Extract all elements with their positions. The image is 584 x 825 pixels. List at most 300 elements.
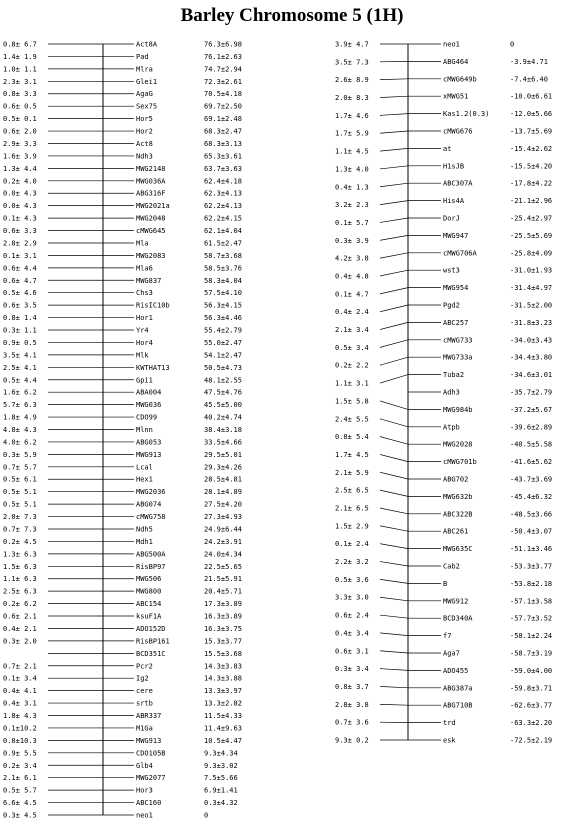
marker-name: Mla6 (136, 264, 153, 273)
marker-position: -31.5±2.00 (510, 301, 553, 310)
interval-connector (380, 669, 408, 671)
marker-name: ABG316F (136, 189, 166, 198)
marker-name: RisBP97 (136, 562, 166, 571)
interval-label: 1.5± 6.3 (3, 562, 37, 571)
marker-position: 9.3±4.34 (204, 749, 238, 758)
marker-name: Act8A (136, 40, 158, 49)
marker-position: 16.3±3.75 (204, 624, 242, 633)
marker-position: 58.3±4.04 (204, 276, 242, 285)
interval-label: 0.6± 3.5 (3, 301, 37, 310)
interval-label: 0.4± 2.1 (3, 624, 37, 633)
marker-position: 69.7±2.50 (204, 102, 242, 111)
marker-position: -15.4±2.62 (510, 144, 553, 153)
interval-label: 2.0± 8.3 (335, 94, 369, 103)
marker-position: 57.5±4.10 (204, 289, 242, 298)
marker-name: ABC160 (136, 799, 162, 808)
marker-position: 63.7±3.63 (204, 164, 242, 173)
marker-position: -34.6±3.01 (510, 371, 553, 380)
interval-connector (380, 419, 408, 427)
interval-connector (380, 114, 408, 116)
interval-label: 0.3± 3.9 (335, 236, 369, 245)
marker-name: AgaG (136, 90, 153, 99)
marker-position: 48.1±2.55 (204, 376, 242, 385)
interval-label: 0.8± 5.4 (335, 433, 369, 442)
marker-name: MWG800 (136, 587, 162, 596)
marker-position: 15.5±3.68 (204, 649, 242, 658)
marker-name: MWG2083 (136, 251, 166, 260)
interval-label: 0.5± 4.4 (3, 376, 37, 385)
interval-connector (380, 472, 408, 479)
interval-connector (380, 633, 408, 636)
marker-name: neo1 (136, 811, 153, 820)
interval-label: 0.1± 5.7 (335, 218, 369, 227)
interval-label: 0.4± 4.8 (335, 272, 369, 281)
interval-label: 0.6± 3.1 (335, 647, 369, 656)
interval-connector (380, 235, 408, 240)
marker-position: 9.3±3.02 (204, 761, 238, 770)
marker-name: MWG733a (443, 353, 473, 362)
marker-name: KWTHAT13 (136, 363, 170, 372)
interval-connector (380, 615, 408, 618)
marker-name: esk (443, 736, 456, 745)
marker-position: -41.6±5.62 (510, 458, 553, 467)
interval-label: 1.5± 2.9 (335, 522, 369, 531)
interval-label: 2.1± 6.1 (3, 774, 37, 783)
interval-connector (380, 579, 408, 583)
marker-name: Hor5 (136, 115, 153, 124)
marker-position: -53.8±2.18 (510, 579, 553, 588)
marker-position: 68.3±2.47 (204, 127, 242, 136)
marker-position: -63.3±2.20 (510, 719, 553, 728)
marker-position: 62.2±4.13 (204, 202, 242, 211)
marker-position: 14.3±3.88 (204, 674, 242, 683)
marker-position: 6.9±1.41 (204, 786, 238, 795)
interval-connector (380, 544, 408, 549)
interval-connector (380, 96, 408, 97)
marker-name: Mdh1 (136, 537, 153, 546)
marker-name: Pcr2 (136, 662, 153, 671)
marker-name: xMWG51 (443, 92, 469, 101)
interval-label: 2.4± 5.5 (335, 415, 369, 424)
marker-position: 58.7±3.68 (204, 251, 242, 260)
interval-label: 2.0± 7.3 (3, 513, 37, 522)
interval-label: 0.6± 2.4 (335, 611, 369, 620)
marker-position: 28.1±4.89 (204, 488, 242, 497)
interval-label: 0.4± 3.4 (335, 629, 369, 638)
interval-connector (380, 79, 408, 80)
marker-name: MWG2036 (136, 488, 166, 497)
marker-name: MWG036 (136, 401, 162, 410)
marker-position: 15.3±3.77 (204, 637, 242, 646)
marker-name: cMWG649b (443, 75, 477, 84)
marker-position: 11.4±9.63 (204, 724, 242, 733)
interval-connector (380, 148, 408, 151)
marker-position: 0.3±4.32 (204, 799, 238, 808)
interval-label: 1.5± 5.8 (335, 397, 369, 406)
marker-name: ABC154 (136, 600, 162, 609)
interval-connector (380, 288, 408, 294)
marker-name: RisIC10b (136, 301, 170, 310)
marker-name: cMWG758 (136, 513, 166, 522)
marker-name: cMWG706A (443, 249, 477, 258)
marker-position: 24.2±3.91 (204, 537, 242, 546)
interval-label: 0.4± 2.4 (335, 308, 369, 317)
marker-position: 33.5±4.66 (204, 438, 242, 447)
marker-position: 21.5±5.91 (204, 575, 242, 584)
right-linkage-group (335, 41, 552, 745)
marker-name: ADO455 (443, 666, 469, 675)
marker-position: -15.5±4.20 (510, 162, 553, 171)
interval-label: 1.7± 4.6 (335, 111, 369, 120)
interval-label: 0.7± 5.7 (3, 463, 37, 472)
marker-name: Pad (136, 52, 149, 61)
marker-position: -37.2±5.67 (510, 405, 553, 414)
interval-label: 1.3± 4.4 (3, 164, 37, 173)
marker-position: -31.8±3.23 (510, 318, 553, 327)
interval-label: 0.2± 4.0 (3, 177, 37, 186)
marker-position: 55.4±2.79 (204, 326, 242, 335)
marker-name: ABA004 (136, 388, 162, 397)
interval-label: 6.6± 4.5 (3, 799, 37, 808)
marker-name: MWG2048 (136, 214, 166, 223)
interval-label: 1.1± 4.5 (335, 147, 369, 156)
marker-name: MWG2148 (136, 164, 166, 173)
interval-label: 0.3± 5.9 (3, 450, 37, 459)
interval-label: 1.6± 6.2 (3, 388, 37, 397)
interval-label: 1.6± 3.9 (3, 152, 37, 161)
marker-name: BCD340A (443, 614, 473, 623)
marker-position: 24.9±6.44 (204, 525, 242, 534)
marker-position: 55.0±2.47 (204, 338, 242, 347)
interval-label: 2.1± 3.4 (335, 326, 369, 335)
interval-label: 0.4± 1.3 (335, 183, 369, 192)
interval-label: 2.2± 3.2 (335, 558, 369, 567)
marker-position: -43.7±3.69 (510, 475, 553, 484)
marker-position: -59.0±4.00 (510, 666, 553, 675)
interval-label: 0.0± 4.3 (3, 189, 37, 198)
marker-position: -21.1±2.96 (510, 197, 553, 206)
interval-label: 2.3± 3.1 (3, 77, 37, 86)
marker-name: cMWG733 (443, 336, 473, 345)
marker-name: Hor1 (136, 314, 153, 323)
interval-label: 2.8± 3.8 (335, 700, 369, 709)
interval-label: 0.7± 2.1 (3, 662, 37, 671)
marker-position: 45.5±5.00 (204, 401, 242, 410)
marker-position: 61.5±2.47 (204, 239, 242, 248)
interval-label: 0.1± 3.4 (3, 674, 37, 683)
interval-connector (380, 526, 408, 531)
interval-label: 0.5± 4.6 (3, 289, 37, 298)
marker-position: -31.0±1.93 (510, 266, 553, 275)
interval-label: 1.4± 1.9 (3, 52, 37, 61)
interval-label: 0.2± 3.4 (3, 761, 37, 770)
marker-position: -35.7±2.79 (510, 388, 553, 397)
marker-name: ABC261 (443, 527, 469, 536)
marker-name: cere (136, 687, 153, 696)
marker-name: ABC322B (443, 510, 473, 519)
interval-connector (380, 562, 408, 566)
interval-label: 4.2± 3.8 (335, 254, 369, 263)
marker-position: 58.5±3.76 (204, 264, 242, 273)
interval-connector (380, 218, 408, 222)
interval-label: 0.5± 5.7 (3, 786, 37, 795)
interval-label: 0.9± 0.5 (3, 338, 37, 347)
marker-name: MWG913 (136, 450, 162, 459)
interval-label: 5.7± 6.3 (3, 401, 37, 410)
marker-position: 14.3±3.83 (204, 662, 242, 671)
interval-connector (380, 340, 408, 348)
marker-position: 10.5±4.47 (204, 736, 242, 745)
marker-name: MWG2021a (136, 202, 170, 211)
interval-label: 0.8± 3.3 (3, 90, 37, 99)
marker-name: Chs3 (136, 289, 153, 298)
interval-label: 0.4± 4.1 (3, 687, 37, 696)
interval-label: 3.3± 3.0 (335, 593, 369, 602)
interval-label: 0.7± 7.3 (3, 525, 37, 534)
marker-name: CDO105B (136, 749, 166, 758)
interval-label: 0.2± 6.2 (3, 600, 37, 609)
marker-position: -58.7±3.19 (510, 649, 553, 658)
interval-label: 0.3± 2.0 (3, 637, 37, 646)
marker-name: Hor3 (136, 786, 153, 795)
marker-name: Hor4 (136, 338, 153, 347)
marker-name: Mlra (136, 65, 153, 74)
marker-position: 74.7±2.94 (204, 65, 242, 74)
marker-position: -45.4±6.32 (510, 492, 553, 501)
interval-label: 0.5± 6.1 (3, 475, 37, 484)
interval-connector (380, 357, 408, 365)
marker-name: ABC257 (443, 318, 469, 327)
marker-name: cMWG676 (443, 127, 473, 136)
interval-label: 0.8±10.3 (3, 736, 37, 745)
interval-connector (380, 437, 408, 445)
interval-connector (380, 305, 408, 312)
interval-label: 1.3± 6.3 (3, 550, 37, 559)
interval-connector (380, 253, 408, 258)
marker-position: -3.9±4.71 (510, 57, 548, 66)
marker-position: 62.2±4.15 (204, 214, 242, 223)
marker-name: H1sJB (443, 162, 465, 171)
interval-connector (380, 454, 408, 461)
marker-name: Tuba2 (443, 371, 465, 380)
marker-name: MWG837 (136, 276, 162, 285)
marker-position: 62.3±4.13 (204, 189, 242, 198)
interval-label: 2.9± 3.3 (3, 139, 37, 148)
marker-position: 47.5±4.76 (204, 388, 242, 397)
marker-position: 20.4±5.71 (204, 587, 242, 596)
interval-label: 0.0± 4.3 (3, 202, 37, 211)
interval-label: 0.6± 0.5 (3, 102, 37, 111)
interval-label: 0.1± 4.7 (335, 290, 369, 299)
interval-label: 0.5± 0.1 (3, 115, 37, 124)
marker-position: 13.3±3.97 (204, 687, 242, 696)
marker-position: 70.5±4.18 (204, 90, 242, 99)
marker-name: Mlk (136, 351, 149, 360)
marker-position: -34.4±3.80 (510, 353, 553, 362)
marker-name: Yr4 (136, 326, 149, 335)
marker-position: -40.5±5.58 (510, 440, 553, 449)
marker-name: ABC307A (443, 179, 473, 188)
interval-label: 3.2± 2.3 (335, 201, 369, 210)
interval-connector (380, 183, 408, 187)
interval-label: 0.8± 1.4 (3, 314, 37, 323)
marker-position: -51.1±3.46 (510, 545, 553, 554)
marker-position: -57.1±3.58 (510, 597, 553, 606)
marker-position: -50.4±3.07 (510, 527, 553, 536)
marker-name: ABG500A (136, 550, 166, 559)
marker-name: Glei1 (136, 77, 158, 86)
interval-connector (380, 508, 408, 514)
marker-position: 69.1±2.48 (204, 115, 242, 124)
interval-label: 0.5± 3.6 (335, 575, 369, 584)
interval-label: 1.7± 5.9 (335, 129, 369, 138)
marker-name: Lcal (136, 463, 153, 472)
marker-position: 54.1±2.47 (204, 351, 242, 360)
marker-position: 11.5±4.33 (204, 712, 242, 721)
marker-name: DorJ (443, 214, 460, 223)
interval-label: 1.1± 3.1 (335, 379, 369, 388)
marker-position: 13.3±2.82 (204, 699, 242, 708)
marker-name: cMWG645 (136, 227, 166, 236)
interval-label: 2.1± 6.5 (335, 504, 369, 513)
interval-connector (380, 401, 408, 409)
marker-name: MWG913 (136, 736, 162, 745)
interval-label: 1.3± 4.0 (335, 165, 369, 174)
interval-label: 2.5± 4.1 (3, 363, 37, 372)
marker-position: 40.2±4.74 (204, 413, 242, 422)
marker-name: Ndh3 (136, 152, 153, 161)
marker-position: -7.4±6.40 (510, 75, 548, 84)
interval-label: 0.1±10.2 (3, 724, 37, 733)
marker-name: Gpi1 (136, 376, 153, 385)
interval-connector (380, 322, 408, 329)
marker-position: 29.5±5.01 (204, 450, 242, 459)
interval-label: 0.1± 4.3 (3, 214, 37, 223)
marker-name: ksuF1A (136, 612, 162, 621)
marker-position: 38.4±3.18 (204, 426, 242, 434)
interval-label: 0.5± 5.1 (3, 500, 37, 509)
marker-name: trd (443, 719, 456, 728)
marker-position: -48.5±3.66 (510, 510, 553, 519)
interval-label: 1.1± 6.3 (3, 575, 37, 584)
marker-name: cMWG701b (443, 458, 477, 467)
marker-name: Hor2 (136, 127, 153, 136)
interval-label: 0.9± 5.5 (3, 749, 37, 758)
marker-position: -31.4±4.97 (510, 284, 553, 293)
interval-connector (380, 166, 408, 169)
interval-label: 1.8± 4.9 (3, 413, 37, 422)
marker-position: 28.5±4.81 (204, 475, 242, 484)
interval-label: 2.5± 6.3 (3, 587, 37, 596)
marker-position: 22.5±5.65 (204, 562, 242, 571)
marker-name: ABG387a (443, 684, 473, 693)
marker-position: -25.8±4.09 (510, 249, 553, 258)
interval-label: 0.6± 2.1 (3, 612, 37, 621)
interval-label: 0.3± 1.1 (3, 326, 37, 335)
marker-name: MWG947 (443, 231, 469, 240)
interval-label: 0.8± 6.7 (3, 40, 37, 49)
interval-label: 0.6± 4.4 (3, 264, 37, 273)
marker-position: 50.5±4.73 (204, 363, 242, 372)
interval-label: 4.8± 4.3 (3, 426, 37, 434)
marker-position: 76.1±2.63 (204, 52, 242, 61)
interval-label: 1.8± 4.3 (3, 712, 37, 721)
marker-name: at (443, 144, 452, 153)
marker-position: -59.8±3.71 (510, 684, 553, 693)
marker-name: MWG036A (136, 177, 166, 186)
marker-name: Glb4 (136, 761, 153, 770)
marker-name: Mlnn (136, 426, 153, 434)
marker-name: Pgd2 (443, 301, 460, 310)
marker-name: MWG632b (443, 492, 473, 501)
marker-position: -72.5±2.19 (510, 736, 553, 745)
interval-label: 1.7± 4.5 (335, 450, 369, 459)
interval-label: 0.5± 5.1 (3, 488, 37, 497)
marker-position: 72.3±2.61 (204, 77, 242, 86)
interval-label: 3.5± 7.3 (335, 58, 369, 67)
marker-position: -58.1±2.24 (510, 632, 553, 641)
marker-position: 76.3±6.98 (204, 40, 242, 49)
interval-label: 0.2± 2.2 (335, 361, 369, 370)
marker-name: neo1 (443, 40, 460, 49)
marker-name: M1Ga (136, 724, 153, 733)
interval-label: 4.0± 6.2 (3, 438, 37, 447)
interval-label: 0.6± 4.7 (3, 276, 37, 285)
marker-position: 56.3±4.46 (204, 314, 242, 323)
marker-position: 7.5±5.66 (204, 774, 238, 783)
interval-label: 0.6± 2.0 (3, 127, 37, 136)
interval-label: 2.1± 5.9 (335, 468, 369, 477)
interval-label: 0.5± 3.4 (335, 343, 369, 352)
interval-label: 2.8± 2.9 (3, 239, 37, 248)
page-title: Barley Chromosome 5 (1H) (180, 5, 404, 26)
interval-label: 3.5± 4.1 (3, 351, 37, 360)
marker-position: -12.0±5.66 (510, 110, 553, 119)
interval-connector (380, 270, 408, 276)
interval-label: 3.9± 4.7 (335, 40, 369, 49)
interval-label: 2.5± 6.5 (335, 486, 369, 495)
interval-label: 0.3± 3.4 (335, 665, 369, 674)
marker-name: MWG635C (443, 545, 473, 554)
marker-name: ABR337 (136, 712, 162, 721)
marker-position: 56.3±4.15 (204, 301, 242, 310)
interval-connector (380, 651, 408, 653)
marker-name: Adh3 (443, 388, 460, 397)
marker-position: -57.7±3.52 (510, 614, 553, 623)
interval-connector (380, 490, 408, 496)
marker-name: Ndh5 (136, 525, 153, 534)
interval-label: 0.6± 3.3 (3, 227, 37, 236)
interval-label: 2.6± 8.9 (335, 76, 369, 85)
interval-connector (380, 201, 408, 205)
marker-position: -10.0±6.61 (510, 92, 553, 101)
marker-name: MWG912 (443, 597, 469, 606)
interval-label: 9.3± 0.2 (335, 736, 369, 745)
marker-position: 16.3±3.89 (204, 612, 242, 621)
marker-position: -25.4±2.97 (510, 214, 553, 223)
marker-position: 68.3±3.13 (204, 139, 242, 148)
interval-label: 0.7± 3.6 (335, 718, 369, 727)
interval-label: 0.3± 4.5 (3, 811, 37, 820)
marker-name: MWG506 (136, 575, 162, 584)
interval-label: 1.0± 1.1 (3, 65, 37, 74)
interval-label: 0.1± 3.1 (3, 251, 37, 260)
interval-connector (380, 131, 408, 133)
marker-position: -39.6±2.89 (510, 423, 553, 432)
marker-name: ABG710B (443, 701, 473, 710)
marker-position: -25.5±5.69 (510, 231, 553, 240)
marker-name: MWG954 (443, 284, 469, 293)
